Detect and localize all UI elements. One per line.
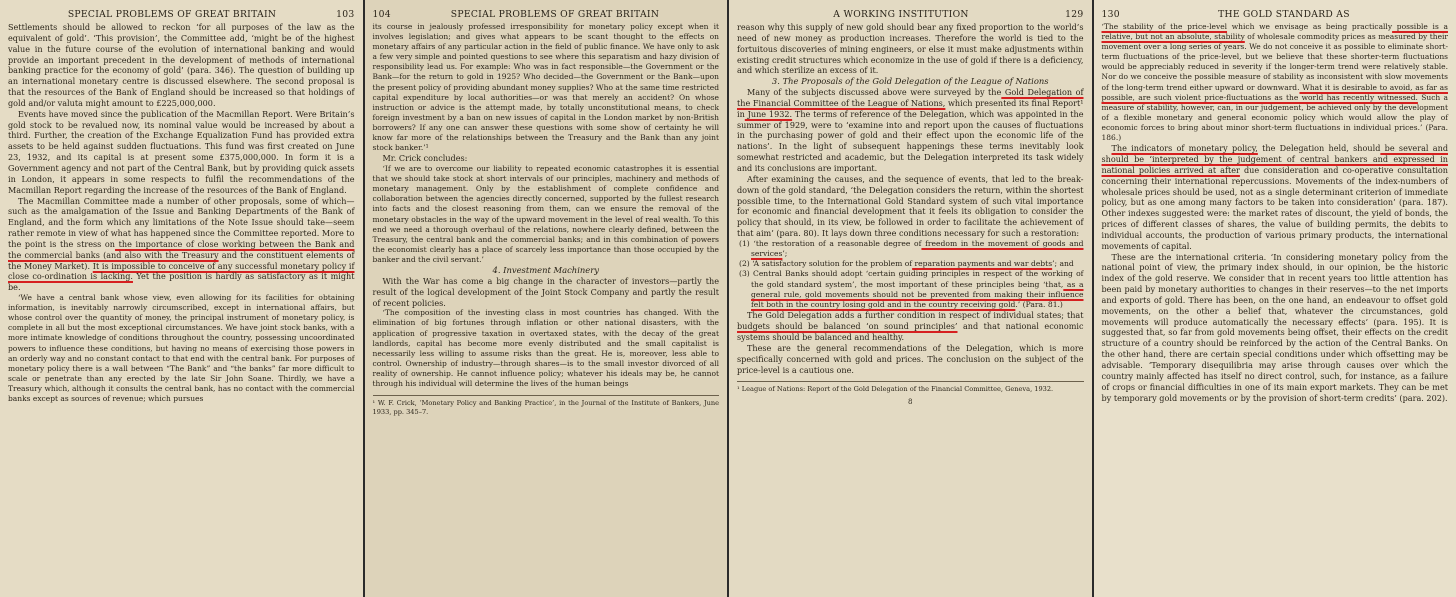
page-130: [1094, 0, 1456, 597]
text-span: ’; and: [1052, 259, 1074, 269]
page-header: [373, 8, 720, 22]
running-head: SPECIAL PROBLEMS OF GREAT BRITAIN: [67, 9, 277, 20]
highlighted-text: It is impossible to conceive of any successful monetary policy if close co-ordination is lacking.: [8, 260, 355, 282]
text-span: The Gold Delegation adds a further condition in respect of individual states; that: [747, 310, 1084, 321]
highlighted-text: What it is desirable to avoid, as far as possible, are such violent price-fluctuations as the world has recently witnessed.: [1101, 82, 1448, 102]
page-header: [737, 8, 1084, 22]
paragraph: These are the general recommendations of the Delegation, which is more specifically concerned with gold and prices. The conclusion on the subject of the price-level is a cautious one.: [737, 342, 1084, 375]
page-body: [8, 22, 355, 404]
highlighted-text: budgets should be balanced ‘on sound principles’: [737, 321, 958, 332]
highlighted-text: as a general rule, gold movements should not be prevented from making their influence felt both in the country losing gold and in the country receiving gold: [751, 279, 1084, 310]
highlighted-text: the importance of close working between the Bank and the commercial banks (and also with the Treasury: [8, 238, 355, 260]
text-span: ’;: [782, 249, 788, 259]
page-header: [8, 8, 355, 22]
page-number: 104: [372, 9, 391, 20]
paragraph: After examining the causes, and the sequence of events, that led to the break-down of the gold standard, ‘the Delegation considers the return, within the shortest possible time, to the International Gold Standard system of such vital importance for economic and financial development that it feels its obligation to consider the policy that should, in its view, be followed in order to facilitate the achievement of that aim’ (para. 80). It lays down three conditions necessary for such a restoration:: [737, 173, 1084, 239]
text-span: Many of the subjects discussed above were surveyed by the: [747, 87, 1002, 98]
paragraph: These are the international criteria. ‘In considering monetary policy from the national point of view, the primary index should, in our opinion, be the historic index of the gold reserve. We consider that in recent years too little attention has been paid by monetary authorities to changes in their reserves—to the net imports and exports of gold. There has been, on the one hand, an endeavour to offset gold movements, on the other a belief that, whatever the circumstances, gold movements will produce automatically the necessary effects’ (para. 195). It is suggested that, so far from gold movements being offset, their effects on the credit structure of a country should be reinforced by the action of the Central Banks. On the other hand, there are certain special conditions under which offsetting may be advisable. ‘Temporary disequilibria may arise through causes over which the country mainly affected has itself no direct control, such, for instance, as a failure of crops or financial difficulties in one of its main export markets. They can be met by temporary gold movements or by the provision of short-term credits’ (para. 202).: [1101, 251, 1448, 403]
text-span: and the constituent elements of the Money Market).: [8, 249, 355, 271]
section-heading: 4. Investment Machinery: [492, 265, 599, 275]
condition-item: [737, 269, 1084, 310]
page-body: [373, 22, 720, 416]
paragraph: [737, 310, 1084, 343]
footnote: ¹ League of Nations: Report of the Gold Delegation of the Financial Committee, Geneva, 1932.: [737, 381, 1084, 393]
running-head: SPECIAL PROBLEMS OF GREAT BRITAIN: [450, 9, 660, 20]
page-number: 130: [1101, 9, 1120, 20]
paragraph: reason why this supply of new gold should bear any fixed proportion to the world’s need of new money as production increases. Therefore the world is tied to the fortuitous discoveries of mining engineers, or else it must make adjustments within existing credit structures which economize in the use of gold if there is a deficiency, and which sterilize an excess of it.: [737, 22, 1084, 76]
text-span: Yet the position is hardly as satisfactory as it might be.: [8, 271, 355, 293]
block-quote: its course in jealously professed irresponsibility for monetary policy except when it involves legislation; and gives what appears to be scant thought to the effects on monetary affairs of any particular action in the field of public finance. We have only to ask a few very simple and pointed questions to see where this separatism and hazy division of responsibility lead us. For example: Who was in fact responsible—the Government or the Bank—for the return to gold in 1925? Who decided—the Government or the Bank—upon the present policy of providing abundant money supplies? Who at the same time restricted capital expenditure by local authorities—or was that merely an accident? On whose instruction or advice is the attempt made, by totally unconstitutional means, to check foreign investment by a ban on new issues of capital in the London market by non-British borrowers? If any one can answer these questions with some show of certainty he will know far more of the relationships between the Treasury and the Bank than any joint stock banker.’¹: [372, 22, 719, 153]
text-span: Such a measure of stability, however, can, in our judgement, be achieved only by the development of a flexible monetary and general economic policy which would allow the play of economic forces to bring about minor short-term fluctuations in individual prices.’ (Para. 186.): [1101, 92, 1448, 143]
paragraph: [1102, 143, 1449, 251]
text-span: The terms of reference of the Delegation, which was appointed in the summer of 1929, were to ‘examine into and report upon the causes of fluctuations in the purchasing power of gold and their effect upon the economic life of the nations’. In the light of subsequent happenings these terms inevitably look somewhat restricted and academic, but the Delegation interpreted its task widely and its conclusions are important.: [737, 108, 1084, 173]
paragraph: Events have moved since the publication of the Macmillan Report. Were Britain’s gold stock to be revalued now, its nominal value would be increased by about a third. Further, the creation of the Exchange Equalization Fund has provided extra assets to be held against sudden fluctuations. This fund was first created on June 23, 1932, and its capital is at present some £375,000,000. In form it is a Government agency and not part of the Central Bank, but by providing quick assets in London, it appears in some respects to fulfil the recommendations of the Macmillan Report regarding the increase of the resources of the Bank of England.: [8, 108, 355, 195]
highlighted-text: possible is a relative, but not an absolute, stability: [1101, 22, 1448, 42]
page-104: [365, 0, 728, 597]
highlighted-text: freedom in the movement of goods and services: [751, 238, 1084, 259]
text-span: which presented its final Report¹ in: [737, 97, 1084, 119]
paragraph: Mr. Crick concludes:: [382, 153, 468, 164]
page-header: [1102, 8, 1449, 22]
page-body: [737, 22, 1084, 408]
text-span: due consideration and co-operative consultation concerning their international repercussions. Movements of the index-numbers of wholesale prices should be used, not as a single determinant criterion of immediate policy, but as one among many factors to be taken into consideration’ (para. 187). Other indexes suggested were: the market rates of discount, the yield of bonds, the prices of different classes of shares, the value of building permits, the debits to individual accounts, the production of various primary products, the international movements of capital.: [1101, 164, 1448, 251]
text-span: .’ (Para. 81.): [1015, 300, 1063, 310]
paragraph: With the War has come a big change in the character of investors—partly the result of the logical development of the Joint Stock Company and partly the result of recent policies.: [372, 275, 719, 308]
footnote: ¹ W. F. Crick, ‘Monetary Policy and Banking Practice’, in the Journal of the Institute of Bankers, June 1933, pp. 345–7.: [373, 395, 720, 416]
text-span: and that national economic systems should be balanced and healthy.: [737, 321, 1084, 342]
block-quote: ‘We have a central bank whose view, even allowing for its facilities for obtaining information, is inevitably narrowly circumscribed, except in international affairs, but whose control over the quantity of money, the principal instrument of monetary policy, is complete in all but the most exceptional circumstances. We have joint stock banks, with a more intimate knowledge of conditions throughout the country, possessing uncoordinated powers to influence these conditions, but having no means of exercising those powers in an orderly way and no constant contact to that end with the central bank. For purposes of monetary policy there is a wall between “The Bank” and “the banks” far more difficult to scale or penetrate than any erected by the late Sir John Soane. Thirdly, we have a Treasury which, although it consults the central bank, has no contact with the commercial banks except as sources of revenue; which pursues: [8, 293, 355, 404]
text-span: the Delegation held, should: [1257, 143, 1381, 154]
page-number: 103: [336, 9, 355, 20]
text-span: (3) Central Banks should adopt ‘certain guiding principles in respect of the working of the gold standard system’, the most important of these principles being ‘that,: [739, 269, 1084, 289]
highlighted-text: June 1932.: [744, 108, 793, 119]
condition-item: [737, 259, 1084, 269]
page-103: [0, 0, 363, 597]
highlighted-text: reparation payments and war debts: [912, 259, 1053, 269]
page-body: [1102, 22, 1449, 403]
paragraph: [737, 87, 1084, 174]
running-head: A WORKING INSTITUTION: [833, 9, 969, 20]
text-span: of wholesale commodity prices as measured by their movement over a long series of years. We do not conceive it as possible to eliminate short-term fluctuations of the price-level, but we believe that these shorter-term fluctuations would be appreciably reduced in severity if the longer-term trend were relatively stable. Nor do we conceive the possible measure of stability as inconsistent with slow movements of the long-term trend either upward or downward.: [1101, 32, 1448, 92]
text-span: which we envisage as being practically: [1227, 22, 1393, 31]
page-number: 129: [1065, 9, 1084, 20]
text-span: (1) ‘the restoration of a reasonable degree of: [739, 238, 922, 248]
running-head: THE GOLD STANDARD AS: [1218, 9, 1350, 20]
page-129: [729, 0, 1092, 597]
highlighted-text: The indicators of monetary policy,: [1111, 143, 1258, 154]
paragraph: [8, 196, 355, 294]
block-quote: [1102, 22, 1449, 143]
text-span: (2) ‘A satisfactory solution for the problem of: [739, 259, 913, 269]
condition-item: [737, 239, 1084, 259]
paragraph: Settlements should be allowed to reckon ‘for all purposes of the law as the equivalent of gold’. ‘This provision’, the Committee add, ‘might be of the highest value in the future course of the evolution of international banking and would provide an important precedent in the development of methods of international banking practice for the economy of gold’ (para. 346). The question of building up an international monetary centre is discussed elsewhere. The second proposal is that the resources of the Bank of England should be increased so that holdings of gold and/or valuta might amount to £225,000,000.: [8, 22, 355, 108]
highlighted-text: Gold Delegation of the Financial Committee of the League of Nations,: [737, 87, 1084, 108]
signature-mark: 8: [908, 397, 913, 406]
highlighted-text: be several and should be ‘interpreted by the judgement of central bankers and expressed in national policies arrived at after: [1101, 143, 1448, 175]
block-quote: ‘The composition of the investing class in most countries has changed. With the elimination of big fortunes through inflation or other national disasters, with the application of progressive taxation in overtaxed states, with the decay of the great landlords, capital has become more evenly distributed and the small capitalist is necessarily less willing to assume risks than the great. He is, moreover, less able to control. Ownership of industry—through shares—is to the small investor divorced of all reality of ownership. He cannot influence policy; whatever his ideals may be, he cannot through his individual will determine the lives of the human beings: [372, 308, 719, 389]
section-heading: 3. The Proposals of the Gold Delegation of the League of Nations: [771, 76, 1049, 87]
highlighted-text: ‘The stability of the price-level: [1101, 22, 1228, 31]
text-span: The Macmillan Committee made a number of other proposals, some of which—such as the amalgamation of the Issue and Banking Departments of the Bank of England, and the form which any limitations of the Note Issue should take—seem rather remote in view of what has happened since the Committee reported. More to the point is the stress on: [8, 195, 355, 249]
block-quote: ‘If we are to overcome our liability to repeated economic catastrophes it is essential that we should take stock at short intervals of our principles, machinery and methods of monetary management. Only by the establishment of complete confidence and collaboration between the agencies directly concerned, supported by the fullest research into facts and the closest reasoning from them, can we ensure the removal of the monetary obstacles in the way of the upward movement in the level of real wealth. To this end we need a thorough overhaul of the relations, nowhere clearly defined, between the Treasury, the central bank and the commercial banks; and in this combination of powers the economist clearly has a place of scarcely less importance than those occupied by the banker and the civil servant.’: [372, 164, 719, 264]
